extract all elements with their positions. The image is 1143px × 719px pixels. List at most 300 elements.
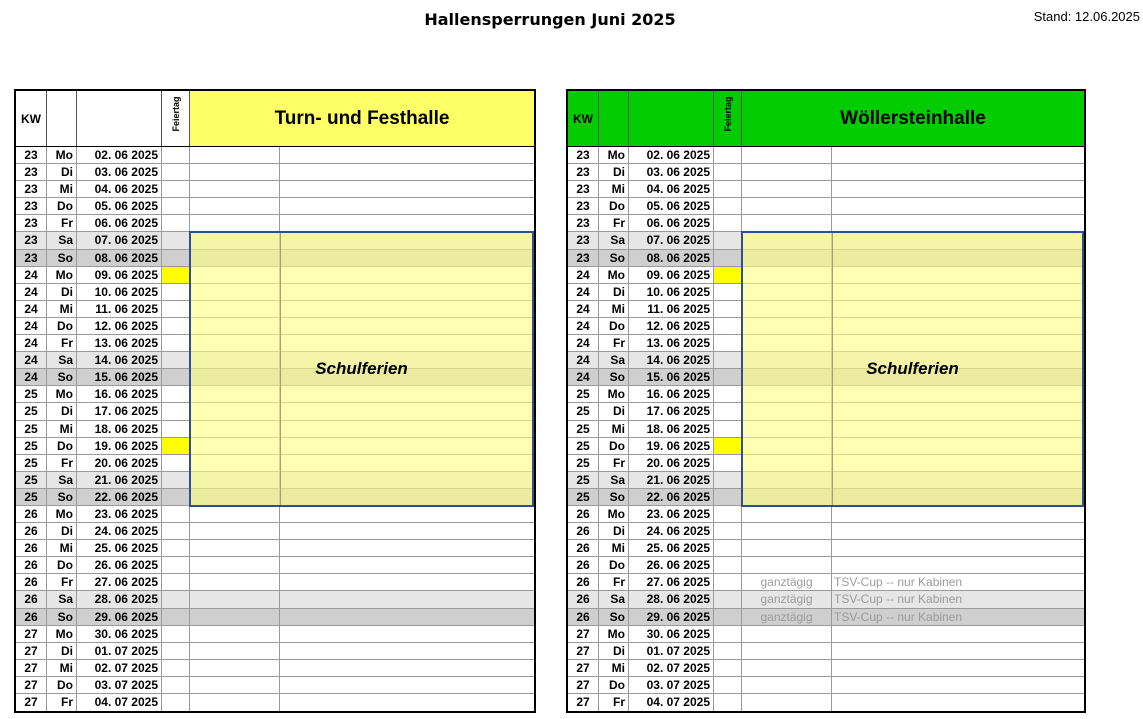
schulferien-label: Schulferien: [866, 359, 959, 379]
kw-cell: 24: [568, 369, 599, 385]
table-row: [16, 557, 534, 574]
weekday-cell: Do: [599, 557, 629, 573]
kw-cell: 26: [16, 540, 47, 556]
kw-cell: 26: [16, 506, 47, 522]
kw-cell: 23: [16, 250, 47, 266]
date-cell: 17. 06 2025: [77, 403, 162, 419]
kw-cell: 23: [568, 250, 599, 266]
note-text-cell: [280, 574, 534, 590]
weekday-cell: Mi: [599, 540, 629, 556]
weekday-cell: Sa: [599, 352, 629, 368]
date-cell: 01. 07 2025: [629, 643, 714, 659]
kw-cell: 25: [16, 438, 47, 454]
date-cell: 02. 06 2025: [629, 147, 714, 163]
note-text-cell: [832, 506, 1084, 522]
date-cell: 08. 06 2025: [629, 250, 714, 266]
note-text-cell: [280, 557, 534, 573]
date-cell: 08. 06 2025: [77, 250, 162, 266]
date-cell: 24. 06 2025: [77, 523, 162, 539]
note-text-cell: [280, 215, 534, 231]
note-time-cell: [742, 147, 832, 163]
feiertag-cell: [162, 147, 190, 163]
feiertag-cell: [162, 438, 190, 454]
weekday-cell: Mo: [599, 267, 629, 283]
weekday-cell: So: [47, 609, 77, 625]
feiertag-cell: [714, 438, 742, 454]
weekday-cell: So: [599, 489, 629, 505]
feiertag-cell: [714, 403, 742, 419]
weekday-cell: Sa: [47, 472, 77, 488]
feiertag-cell: [162, 455, 190, 471]
weekday-cell: Fr: [599, 335, 629, 351]
kw-cell: 23: [16, 198, 47, 214]
feiertag-header: Feiertag: [714, 91, 742, 146]
kw-cell: 27: [16, 626, 47, 642]
note-text-cell: [832, 147, 1084, 163]
weekday-cell: Mo: [47, 267, 77, 283]
feiertag-cell: [162, 181, 190, 197]
note-text-cell: [280, 540, 534, 556]
kw-cell: 24: [16, 352, 47, 368]
date-cell: 16. 06 2025: [629, 386, 714, 402]
kw-cell: 26: [568, 557, 599, 573]
weekday-cell: Di: [599, 284, 629, 300]
table-row: [568, 677, 1084, 694]
kw-cell: 25: [16, 386, 47, 402]
note-text-cell: TSV-Cup -- nur Kabinen: [834, 575, 963, 590]
kw-cell: 27: [568, 694, 599, 711]
feiertag-cell: [714, 250, 742, 266]
weekday-cell: Di: [599, 164, 629, 180]
date-cell: 26. 06 2025: [629, 557, 714, 573]
note-time-cell: ganztägig: [742, 574, 832, 590]
note-time-cell: [190, 574, 280, 590]
feiertag-cell: [162, 164, 190, 180]
note-text-cell: [280, 609, 534, 625]
table-row: [16, 147, 534, 164]
feiertag-cell: [162, 421, 190, 437]
kw-cell: 26: [568, 540, 599, 556]
date-cell: 03. 07 2025: [629, 677, 714, 693]
date-cell: 24. 06 2025: [629, 523, 714, 539]
hall-title-right: Wöllersteinhalle: [742, 91, 1084, 146]
feiertag-cell: [162, 215, 190, 231]
kw-cell: 26: [568, 591, 599, 607]
kw-cell: 25: [568, 421, 599, 437]
date-cell: 22. 06 2025: [77, 489, 162, 505]
date-cell: 14. 06 2025: [629, 352, 714, 368]
date-cell: 14. 06 2025: [77, 352, 162, 368]
weekday-cell: Do: [47, 318, 77, 334]
date-cell: 20. 06 2025: [77, 455, 162, 471]
note-time-cell: [190, 626, 280, 642]
note-time-cell: [190, 164, 280, 180]
date-cell: 13. 06 2025: [77, 335, 162, 351]
date-cell: 11. 06 2025: [629, 301, 714, 317]
table-row: [16, 677, 534, 694]
date-cell: 18. 06 2025: [77, 421, 162, 437]
note-time-cell: ganztägig: [742, 609, 832, 625]
date-header: [77, 91, 162, 146]
date-cell: 29. 06 2025: [77, 609, 162, 625]
weekday-cell: Mi: [47, 421, 77, 437]
note-time-cell: [190, 677, 280, 693]
table-row: [568, 164, 1084, 181]
date-cell: 15. 06 2025: [77, 369, 162, 385]
date-cell: 07. 06 2025: [77, 232, 162, 248]
note-text-cell: [832, 164, 1084, 180]
note-text-cell: [280, 694, 534, 711]
weekday-cell: So: [599, 609, 629, 625]
note-time-cell: [742, 677, 832, 693]
weekday-cell: Mi: [599, 301, 629, 317]
kw-cell: 23: [568, 147, 599, 163]
note-time-cell: [742, 660, 832, 676]
weekday-cell: Fr: [47, 574, 77, 590]
date-cell: 21. 06 2025: [629, 472, 714, 488]
kw-cell: 25: [16, 489, 47, 505]
weekday-cell: Di: [599, 523, 629, 539]
feiertag-cell: [162, 250, 190, 266]
feiertag-cell: [714, 318, 742, 334]
feiertag-cell: [162, 386, 190, 402]
date-cell: 04. 07 2025: [77, 694, 162, 711]
feiertag-cell: [162, 540, 190, 556]
weekday-cell: So: [47, 250, 77, 266]
feiertag-cell: [714, 369, 742, 385]
date-cell: 03. 06 2025: [629, 164, 714, 180]
table-row: [16, 523, 534, 540]
weekday-cell: So: [599, 369, 629, 385]
feiertag-cell: [714, 540, 742, 556]
feiertag-cell: [162, 284, 190, 300]
kw-cell: 24: [568, 301, 599, 317]
table-row: [16, 574, 534, 591]
note-text-cell: [832, 540, 1084, 556]
kw-cell: 26: [16, 591, 47, 607]
table-row: [568, 591, 1084, 608]
schulferien-block-right: [741, 231, 1084, 507]
weekday-cell: Do: [47, 557, 77, 573]
kw-cell: 27: [16, 643, 47, 659]
feiertag-header: Feiertag: [162, 91, 190, 146]
date-cell: 16. 06 2025: [77, 386, 162, 402]
table-row: [568, 540, 1084, 557]
note-text-cell: [280, 626, 534, 642]
date-cell: 04. 06 2025: [629, 181, 714, 197]
note-text-cell: [832, 181, 1084, 197]
kw-cell: 26: [568, 574, 599, 590]
date-cell: 26. 06 2025: [77, 557, 162, 573]
feiertag-cell: [162, 232, 190, 248]
table-row: [16, 506, 534, 523]
weekday-cell: Fr: [47, 694, 77, 711]
date-cell: 28. 06 2025: [629, 591, 714, 607]
kw-cell: 27: [16, 677, 47, 693]
note-time-cell: [742, 694, 832, 711]
weekday-cell: Fr: [599, 455, 629, 471]
weekday-cell: Sa: [599, 591, 629, 607]
date-cell: 10. 06 2025: [629, 284, 714, 300]
feiertag-cell: [714, 267, 742, 283]
table-row: [568, 694, 1084, 711]
date-cell: 22. 06 2025: [629, 489, 714, 505]
weekday-cell: Do: [47, 677, 77, 693]
kw-cell: 25: [568, 403, 599, 419]
weekday-cell: Di: [47, 403, 77, 419]
weekday-cell: Di: [47, 164, 77, 180]
feiertag-cell: [162, 677, 190, 693]
feiertag-cell: [162, 591, 190, 607]
kw-cell: 27: [16, 660, 47, 676]
document-title: Hallensperrungen Juni 2025: [424, 10, 676, 29]
date-cell: 18. 06 2025: [629, 421, 714, 437]
note-time-cell: [742, 181, 832, 197]
note-text-cell: [280, 643, 534, 659]
date-cell: 17. 06 2025: [629, 403, 714, 419]
feiertag-cell: [714, 301, 742, 317]
kw-header: KW: [568, 91, 599, 146]
feiertag-cell: [714, 574, 742, 590]
weekday-cell: Fr: [47, 455, 77, 471]
weekday-cell: Do: [599, 198, 629, 214]
note-time-cell: ganztägig: [742, 591, 832, 607]
date-cell: 10. 06 2025: [77, 284, 162, 300]
kw-cell: 23: [568, 215, 599, 231]
weekday-cell: So: [47, 369, 77, 385]
weekday-cell: Mo: [599, 626, 629, 642]
weekday-cell: Fr: [47, 215, 77, 231]
note-time-cell: [742, 164, 832, 180]
column-divider: [280, 233, 281, 505]
weekday-cell: Mi: [47, 660, 77, 676]
note-time-cell: [742, 215, 832, 231]
kw-cell: 23: [16, 181, 47, 197]
feiertag-cell: [162, 369, 190, 385]
table-row: [16, 626, 534, 643]
weekday-cell: Fr: [47, 335, 77, 351]
note-time-cell: [742, 643, 832, 659]
date-cell: 23. 06 2025: [77, 506, 162, 522]
note-time-cell: [190, 147, 280, 163]
table-header: [568, 91, 1084, 147]
note-text-cell: [280, 147, 534, 163]
weekday-cell: Mi: [599, 660, 629, 676]
table-row: [568, 660, 1084, 677]
kw-cell: 26: [16, 609, 47, 625]
date-cell: 12. 06 2025: [629, 318, 714, 334]
feiertag-cell: [714, 352, 742, 368]
note-text-cell: TSV-Cup -- nur Kabinen: [834, 592, 963, 607]
note-time-cell: [190, 643, 280, 659]
date-cell: 15. 06 2025: [629, 369, 714, 385]
kw-cell: 24: [568, 284, 599, 300]
kw-cell: 23: [568, 164, 599, 180]
kw-cell: 23: [16, 232, 47, 248]
weekday-cell: Mo: [599, 147, 629, 163]
date-cell: 27. 06 2025: [629, 574, 714, 590]
kw-cell: 25: [16, 421, 47, 437]
weekday-cell: So: [47, 489, 77, 505]
note-time-cell: [190, 523, 280, 539]
kw-cell: 23: [568, 232, 599, 248]
date-cell: 04. 06 2025: [77, 181, 162, 197]
note-text-cell: [832, 643, 1084, 659]
feiertag-cell: [714, 455, 742, 471]
kw-cell: 25: [568, 489, 599, 505]
weekday-cell: Sa: [599, 472, 629, 488]
table-row: [568, 609, 1084, 626]
kw-cell: 24: [568, 352, 599, 368]
table-row: [568, 523, 1084, 540]
table-row: [16, 540, 534, 557]
weekday-cell: Mo: [47, 386, 77, 402]
table-header: [16, 91, 534, 147]
feiertag-cell: [162, 643, 190, 659]
day-header: [599, 91, 629, 146]
table-row: [16, 591, 534, 608]
feiertag-cell: [162, 198, 190, 214]
note-time-cell: [190, 660, 280, 676]
column-divider: [832, 233, 833, 505]
date-cell: 12. 06 2025: [77, 318, 162, 334]
weekday-cell: Mo: [599, 386, 629, 402]
feiertag-cell: [162, 660, 190, 676]
kw-cell: 27: [568, 643, 599, 659]
kw-cell: 25: [568, 438, 599, 454]
note-text-cell: [832, 557, 1084, 573]
note-text-cell: TSV-Cup -- nur Kabinen: [834, 609, 963, 624]
note-text-cell: [832, 660, 1084, 676]
date-cell: 05. 06 2025: [629, 198, 714, 214]
date-cell: 02. 07 2025: [629, 660, 714, 676]
feiertag-cell: [162, 506, 190, 522]
kw-cell: 23: [568, 198, 599, 214]
note-text-cell: [832, 677, 1084, 693]
feiertag-cell: [714, 660, 742, 676]
feiertag-cell: [162, 472, 190, 488]
note-time-cell: [742, 540, 832, 556]
date-cell: 09. 06 2025: [77, 267, 162, 283]
date-cell: 23. 06 2025: [629, 506, 714, 522]
weekday-cell: Fr: [599, 574, 629, 590]
weekday-cell: Mi: [47, 181, 77, 197]
table-row: [568, 506, 1084, 523]
weekday-cell: Do: [599, 318, 629, 334]
schulferien-block-left: [189, 231, 534, 507]
date-cell: 13. 06 2025: [629, 335, 714, 351]
date-cell: 01. 07 2025: [77, 643, 162, 659]
note-time-cell: [742, 626, 832, 642]
weekday-cell: Di: [599, 403, 629, 419]
feiertag-cell: [714, 506, 742, 522]
note-text-cell: [832, 694, 1084, 711]
feiertag-cell: [162, 318, 190, 334]
weekday-cell: Sa: [599, 232, 629, 248]
note-text-cell: [280, 660, 534, 676]
feiertag-cell: [162, 694, 190, 711]
feiertag-cell: [714, 335, 742, 351]
note-time-cell: [190, 591, 280, 607]
kw-cell: 23: [568, 181, 599, 197]
feiertag-cell: [162, 609, 190, 625]
date-cell: 02. 07 2025: [77, 660, 162, 676]
weekday-cell: Di: [47, 643, 77, 659]
schulferien-label: Schulferien: [315, 359, 408, 379]
weekday-cell: Do: [599, 438, 629, 454]
kw-cell: 24: [568, 335, 599, 351]
date-header: [629, 91, 714, 146]
note-text-cell: [280, 591, 534, 607]
table-row: [568, 215, 1084, 232]
weekday-cell: Mi: [599, 181, 629, 197]
date-cell: 30. 06 2025: [629, 626, 714, 642]
date-cell: 21. 06 2025: [77, 472, 162, 488]
feiertag-cell: [714, 643, 742, 659]
kw-cell: 23: [16, 147, 47, 163]
weekday-cell: Di: [599, 643, 629, 659]
feiertag-cell: [162, 301, 190, 317]
feiertag-cell: [162, 403, 190, 419]
feiertag-cell: [714, 557, 742, 573]
kw-cell: 26: [16, 523, 47, 539]
date-cell: 25. 06 2025: [629, 540, 714, 556]
feiertag-cell: [714, 609, 742, 625]
kw-cell: 24: [16, 369, 47, 385]
kw-cell: 24: [16, 267, 47, 283]
table-row: [16, 643, 534, 660]
note-time-cell: [190, 181, 280, 197]
weekday-cell: Mo: [47, 506, 77, 522]
feiertag-cell: [714, 472, 742, 488]
feiertag-cell: [162, 574, 190, 590]
weekday-cell: Do: [47, 438, 77, 454]
date-cell: 28. 06 2025: [77, 591, 162, 607]
kw-cell: 24: [16, 284, 47, 300]
date-cell: 20. 06 2025: [629, 455, 714, 471]
kw-cell: 25: [16, 472, 47, 488]
feiertag-cell: [714, 489, 742, 505]
date-cell: 05. 06 2025: [77, 198, 162, 214]
note-time-cell: [190, 215, 280, 231]
weekday-cell: Fr: [599, 694, 629, 711]
feiertag-cell: [714, 677, 742, 693]
feiertag-cell: [714, 164, 742, 180]
date-cell: 06. 06 2025: [77, 215, 162, 231]
note-text-cell: [280, 506, 534, 522]
note-text-cell: [832, 523, 1084, 539]
table-row: [568, 643, 1084, 660]
table-row: [16, 198, 534, 215]
note-text-cell: [280, 181, 534, 197]
note-time-cell: [190, 557, 280, 573]
kw-cell: 26: [16, 574, 47, 590]
note-text-cell: [832, 198, 1084, 214]
feiertag-cell: [162, 523, 190, 539]
kw-cell: 27: [568, 677, 599, 693]
table-row: [16, 609, 534, 626]
weekday-cell: Mi: [599, 421, 629, 437]
note-time-cell: [190, 506, 280, 522]
note-text-cell: [832, 215, 1084, 231]
date-cell: 29. 06 2025: [629, 609, 714, 625]
table-row: [16, 660, 534, 677]
kw-cell: 23: [16, 164, 47, 180]
feiertag-cell: [162, 352, 190, 368]
kw-cell: 25: [568, 472, 599, 488]
kw-cell: 23: [16, 215, 47, 231]
note-text-cell: [280, 164, 534, 180]
